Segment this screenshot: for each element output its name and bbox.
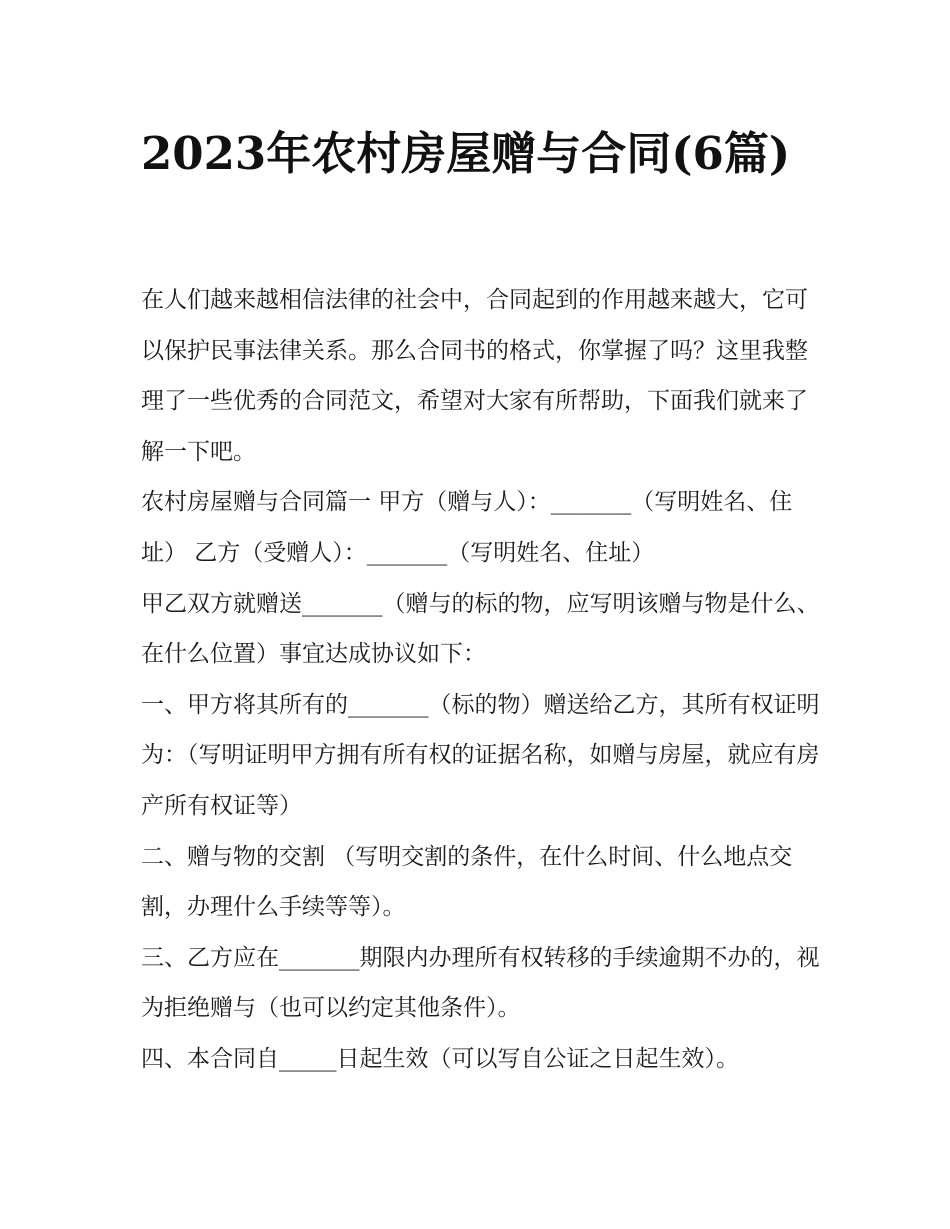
agreement-paragraph: 甲乙双方就赠送_______（赠与的标的物，应写明该赠与物是什么、在什么位置）事宜达成协议如下： <box>141 590 820 668</box>
clause-one: 一、甲方将其所有的_______（标的物）赠送给乙方，其所有权证明为：（写明证明甲方拥有所有权的证据名称，如赠与房屋，就应有房产所有权证等） <box>141 691 820 819</box>
clause-three: 三、乙方应在_______期限内办理所有权转移的手续逾期不办的，视为拒绝赠与（也可以约定其他条件）。 <box>141 944 820 1022</box>
document-title: 2023年农村房屋赠与合同(6篇) <box>141 127 791 180</box>
clause-four: 四、本合同自_____日起生效（可以写自公证之日起生效）。 <box>141 1045 739 1072</box>
intro-paragraph: 在人们越来越相信法律的社会中，合同起到的作用越来越大，它可以保护民事法律关系。那么合同书的格式，你掌握了吗？这里我整理了一些优秀的合同范文，希望对大家有所帮助，下面我们就来了解一下吧。 <box>141 287 808 465</box>
parties-paragraph: 农村房屋赠与合同篇一 甲方（赠与人）：_______（写明姓名、住址） 乙方（受赠人）：_______（写明姓名、住址） <box>141 489 793 566</box>
clause-two: 二、赠与物的交割 （写明交割的条件，在什么时间、什么地点交割，办理什么手续等等）。 <box>141 843 793 921</box>
document-body <box>141 275 821 1085</box>
